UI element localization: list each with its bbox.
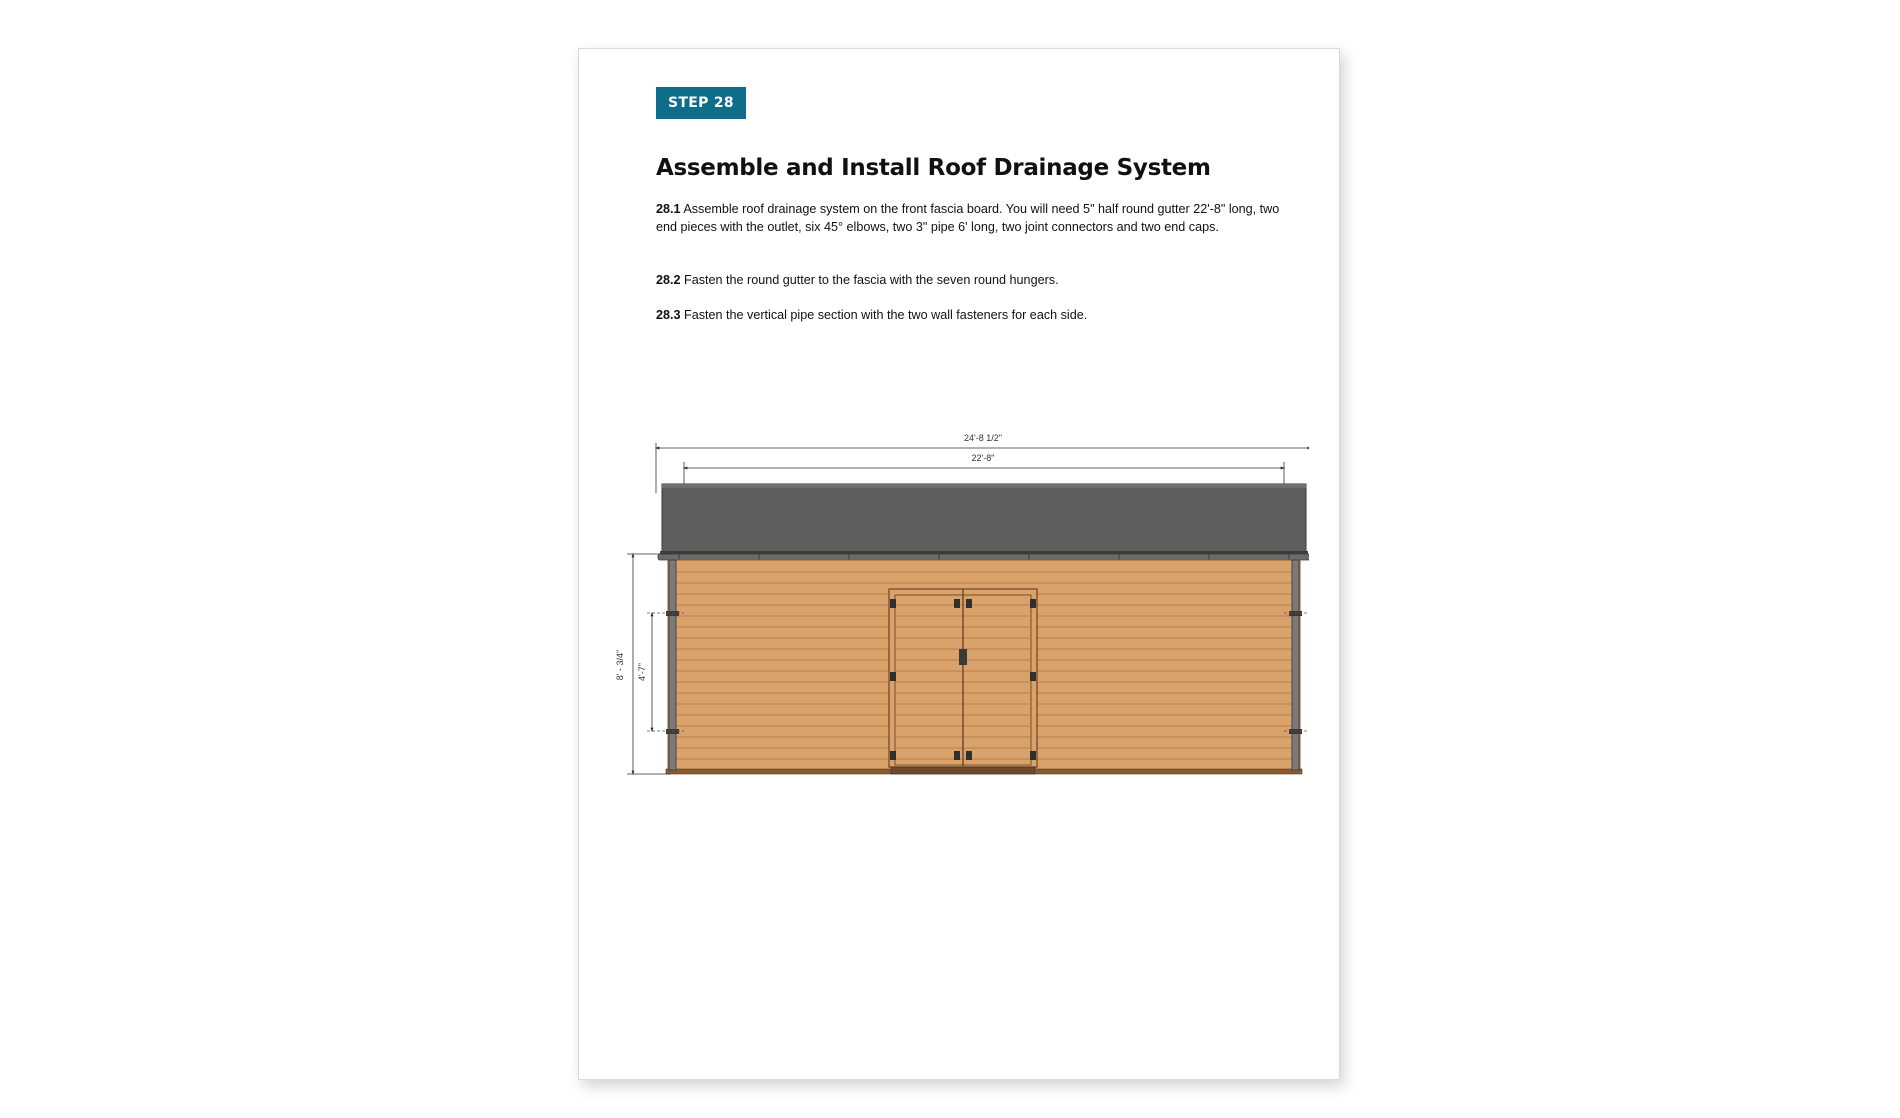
instruction-28-2 [656, 272, 1281, 290]
instruction-text: Fasten the round gutter to the fascia with the seven round hungers. [684, 273, 1059, 287]
instruction-text: Fasten the vertical pipe section with the two wall fasteners for each side. [684, 308, 1088, 322]
double-door [889, 589, 1037, 774]
door-threshold [891, 767, 1035, 774]
page-title: Assemble and Install Roof Drainage System [656, 155, 1211, 181]
gutter-length-label: 22'-8" [971, 453, 995, 463]
instruction-28-1 [656, 201, 1281, 236]
instruction-number: 28.2 [656, 273, 681, 287]
instruction-number: 28.3 [656, 308, 681, 322]
instruction-number: 28.1 [656, 202, 681, 216]
wall-height-label: 8' - 3/4" [615, 649, 625, 681]
instruction-28-3 [656, 307, 1281, 325]
door-latch-icon [959, 649, 967, 665]
shed-front-elevation-drawing [609, 429, 1309, 829]
roof-gutter [658, 554, 1309, 560]
roof [660, 484, 1308, 554]
step-badge: STEP 28 [656, 87, 746, 119]
instruction-text: Assemble roof drainage system on the front fascia board. You will need 5" half round gutter 22'-8" long, two end pieces with the outlet, six 45° elbows, two 3" pipe 6' long, two joint connectors and two end caps. [656, 202, 1280, 234]
fastener-spacing-label: 4'-7" [637, 663, 647, 681]
document-page [578, 48, 1340, 1080]
overall-width-label: 24'-8 1/2" [964, 433, 1002, 443]
fastener-spacing-dimension [637, 614, 652, 730]
